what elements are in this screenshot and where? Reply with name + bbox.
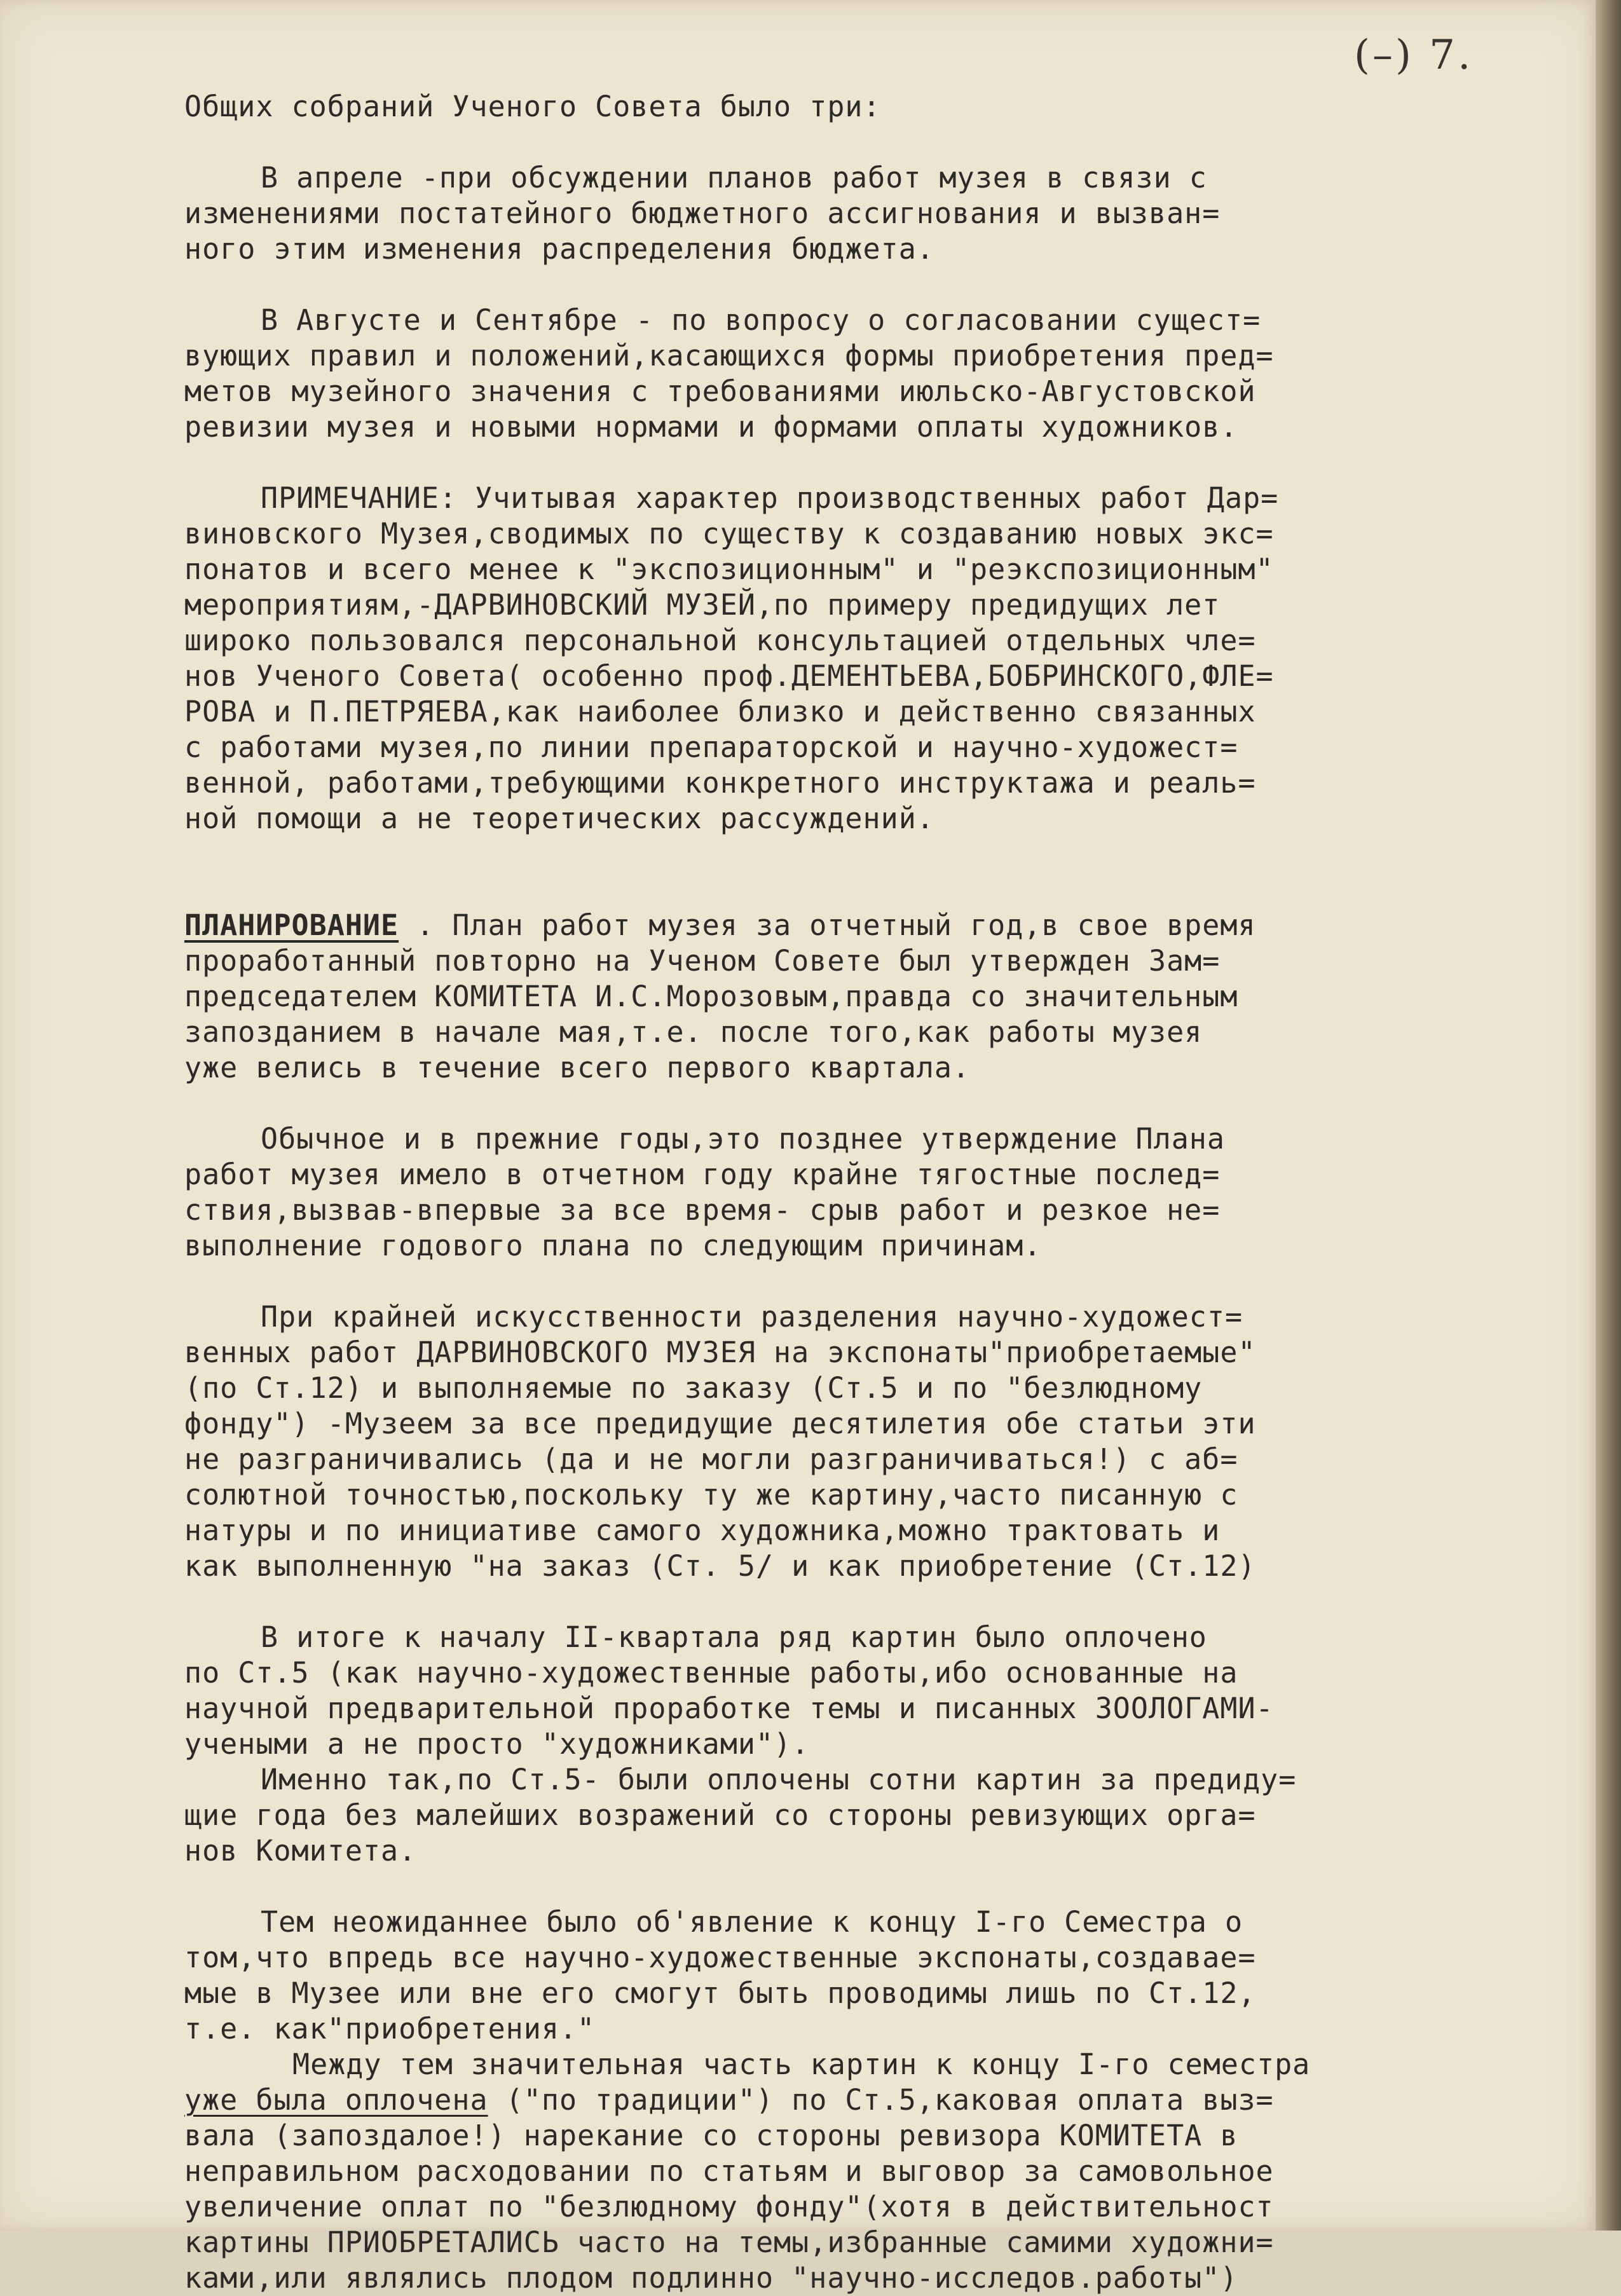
text-line: том,что впредь все научно-художественные экспонаты,создавае= [184, 1941, 1256, 1974]
typewritten-text [184, 89, 1507, 2296]
page-number: (–) 7. [1354, 32, 1474, 79]
text-line: При крайней искусственности разделения научно-художест= [261, 1300, 1243, 1334]
text-line: ного этим изменения распределения бюджета. [184, 232, 934, 266]
section-heading: ПЛАНИРОВАНИЕ [184, 908, 399, 942]
text-line: венной, работами,требующими конкретного инструктажа и реаль= [184, 766, 1256, 800]
text-line: виновского Музея,сводимых по существу к создаванию новых экс= [184, 517, 1274, 550]
text-line: Между тем значительная часть картин к концу I-го семестра [292, 2047, 1311, 2081]
text-line: запозданием в начале мая,т.е. после того,как работы музея [184, 1015, 1203, 1049]
text-line: выполнение годового плана по следующим причинам. [184, 1229, 1042, 1262]
text-line: ствия,вызвав-впервые за все время- срыв работ и резкое не= [184, 1193, 1221, 1227]
text-line: проработанный повторно на Ученом Совете был утвержден Зам= [184, 944, 1221, 978]
text-line: работ музея имело в отчетном году крайне тягостные послед= [184, 1158, 1221, 1191]
text-line: метов музейного значения с требованиями июльско-Августовской [184, 374, 1256, 408]
text-line: В итоге к началу II-квартала ряд картин было оплочено [261, 1620, 1207, 1654]
text-line: уже велись в течение всего первого квартала. [184, 1051, 971, 1084]
text-line: В Августе и Сентябре - по вопросу о согласовании сущест= [261, 303, 1261, 337]
text-line: ПРИМЕЧАНИЕ: Учитывая характер производственных работ Дар= [261, 481, 1279, 515]
text-line: вующих правил и положений,касающихся формы приобретения пред= [184, 339, 1274, 372]
text-line: ревизии музея и новыми нормами и формами оплаты художников. [184, 410, 1238, 444]
text-line: мые в Музее или вне его смогут быть проводимы лишь по Ст.12, [184, 1976, 1256, 2010]
text-line: солютной точностью,поскольку ту же картину,часто писанную с [184, 1478, 1238, 1512]
text-line: вала (запоздалое!) нарекание со стороны ревизора КОМИТЕТА в [184, 2119, 1238, 2152]
text-line: В апреле -при обсуждении планов работ музея в связи с [261, 161, 1207, 195]
text-line: фонду") -Музеем за все предидущие десятилетия обе статьи эти [184, 1407, 1256, 1440]
text-line: изменениями постатейного бюджетного ассигнования и вызван= [184, 196, 1221, 230]
text-line: ной помощи а не теоретических рассуждений. [184, 802, 934, 835]
text-line: мероприятиям,-ДАРВИНОВСКИЙ МУЗЕЙ,по примеру предидущих лет [184, 588, 1221, 622]
text-line: ками,или являлись плодом подлинно "научно-исследов.работы") [184, 2261, 1238, 2295]
text-line: председателем КОМИТЕТА И.С.Морозовым,правда со значительным [184, 980, 1238, 1013]
text-line: картины ПРИОБРЕТАЛИСЬ часто на темы,избранные самими художни= [184, 2225, 1274, 2259]
text-line: научной предварительной проработке темы и писанных ЗООЛОГАМИ- [184, 1691, 1274, 1725]
text-line: не разграничивались (да и не могли разграничиваться!) с аб= [184, 1442, 1238, 1476]
text-line: как выполненную "на заказ (Ст. 5/ и как приобретение (Ст.12) [184, 1549, 1256, 1583]
text-line: Именно так,по Ст.5- были оплочены сотни картин за предиду= [261, 1763, 1297, 1796]
text-line: понатов и всего менее к "экспозиционным" и "реэкспозиционным" [184, 552, 1274, 586]
text-line: т.е. как"приобретения." [184, 2012, 596, 2046]
text-line: неправильном расходовании по статьям и выговор за самовольное [184, 2154, 1274, 2188]
text-line: щие года без малейших возражений со стороны ревизующих орга= [184, 1798, 1256, 1832]
text-line: с работами музея,по линии препараторской и научно-художест= [184, 730, 1238, 764]
text-line: Тем неожиданнее было об'явление к концу I-го Семестра о [261, 1905, 1243, 1939]
text-line: нов Комитета. [184, 1834, 417, 1868]
underlined-phrase: уже была оплочена [184, 2083, 488, 2117]
text-line: РОВА и П.ПЕТРЯЕВА,как наиболее близко и действенно связанных [184, 695, 1256, 728]
text-line: Общих собраний Ученого Совета было три: [184, 90, 881, 123]
page-edge-shadow [1596, 0, 1621, 2231]
text-line: венных работ ДАРВИНОВСКОГО МУЗЕЯ на экспонаты"приобретаемые" [184, 1336, 1256, 1369]
text-line: по Ст.5 (как научно-художественные работы,ибо основанные на [184, 1656, 1238, 1690]
text-line: натуры и по инициативе самого художника,можно трактовать и [184, 1514, 1221, 1547]
text-line: широко пользовался персональной консультацией отдельных чле= [184, 624, 1256, 657]
text-fragment: . План работ музея за отчетный год,в свое время [399, 908, 1256, 942]
text-line: нов Ученого Совета( особенно проф.ДЕМЕНТЬЕВА,БОБРИНСКОГО,ФЛЕ= [184, 659, 1274, 693]
text-line: Обычное и в прежние годы,это позднее утверждение Плана [261, 1122, 1225, 1156]
text-fragment: ("по традиции") по Ст.5,каковая оплата выз= [488, 2083, 1274, 2117]
text-line: увеличение оплат по "безлюдному фонду"(хотя в действительност [184, 2190, 1274, 2224]
text-line: учеными а не просто "художниками"). [184, 1727, 810, 1761]
text-line [184, 908, 1507, 943]
text-line: (по Ст.12) и выполняемые по заказу (Ст.5 и по "безлюдному [184, 1371, 1203, 1405]
text-line [184, 2082, 1507, 2118]
